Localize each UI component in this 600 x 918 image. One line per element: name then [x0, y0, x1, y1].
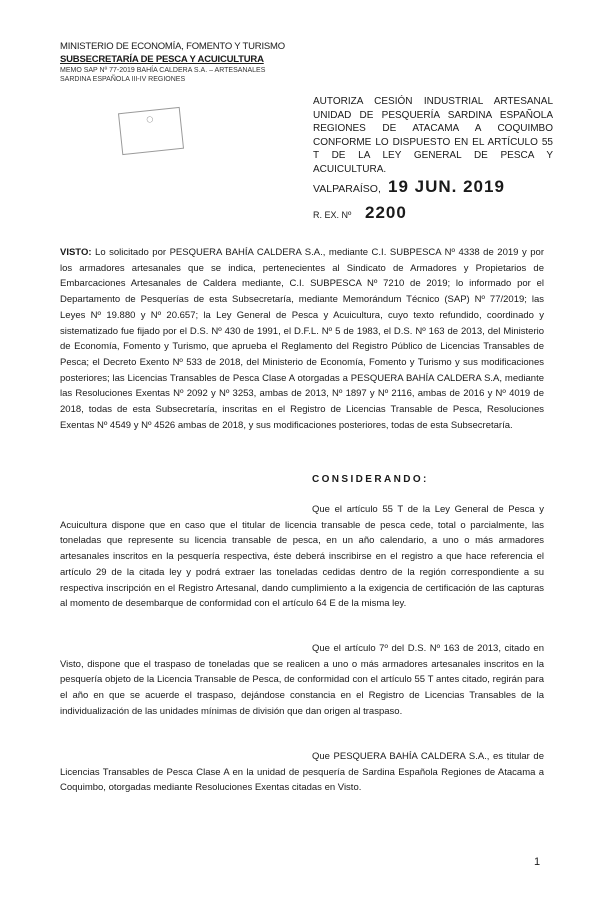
visto-label: VISTO:	[60, 247, 92, 258]
subsecretaria-name: SUBSECRETARÍA DE PESCA Y ACUICULTURA	[60, 54, 264, 65]
date-stamp: 19 JUN. 2019	[388, 177, 505, 196]
ministry-name: MINISTERIO DE ECONOMÍA, FOMENTO Y TURISMO	[60, 41, 285, 52]
resolution-number: 2200	[365, 203, 407, 222]
considerando-heading: CONSIDERANDO:	[312, 474, 429, 485]
considerando-paragraph-2: Que el artículo 7º del D.S. Nº 163 de 2013, citado en Visto, dispone que el traspaso de toneladas que se realicen a uno o más armadores artesanales inscritos en la pesquería objeto de la Licencia Transable de Pesca, de conformidad con el artículo 55 T antes citado, regirán para el año en que se acuerde el traspaso, dejándose constancia en el Registro de Licencias Transables de la individualización de las unidades mínimas de división que dan origen al traspaso.	[60, 643, 544, 717]
memo-reference-2: SARDINA ESPAÑOLA III-IV REGIONES	[60, 76, 186, 83]
resolution-subject: AUTORIZA CESIÓN INDUSTRIAL ARTESANAL UNIDAD DE PESQUERÍA SARDINA ESPAÑOLA REGIONES DE ATACAMA A COQUIMBO CONFORME LO DISPUESTO EN EL ARTÍCULO 55 T DE LA LEY GENERAL DE PESCA Y ACUICULTURA.	[313, 96, 553, 175]
office-stamp: ◯	[118, 107, 184, 155]
considerando-paragraph-3: Que PESQUERA BAHÍA CALDERA S.A., es titular de Licencias Transables de Pesca Clase A en la unidad de pesquería de Sardina Española Regiones de Atacama a Coquimbo, otorgadas mediante Resoluciones Exentas citadas en Visto.	[60, 751, 544, 794]
visto-paragraph	[60, 245, 544, 433]
page-number: 1	[534, 856, 541, 868]
letterhead	[60, 40, 300, 84]
resolution-label: R. EX. Nº	[313, 210, 352, 220]
considerando-paragraph-1: Que el artículo 55 T de la Ley General de Pesca y Acuicultura dispone que en caso que el titular de licencia transable de pesca cede, total o parcialmente, las toneladas que represente su licencia transable de pesca, en un año calendario, a uno o más armadores artesanales inscritos en la pesquería respectiva, éste deberá inscribirse en el registro a que hace referencia el artículo 29 de la citada ley y podrá extraer las toneladas cedidas dentro de la región correspondiente a su respectiva inscripción en el Registro Artesanal, dando cumplimiento a la exigencia de certificación de las capturas al momento de desembarque de conformidad con el artículo 64 E de la misma ley.	[60, 504, 544, 610]
place-label: VALPARAÍSO,	[313, 183, 381, 195]
visto-text: Lo solicitado por PESQUERA BAHÍA CALDERA S.A., mediante C.I. SUBPESCA Nº 4338 de 2019 y por los armadores artesanales que se indica, pertenecientes al Sindicato de Armadores y Propietarios de Embarcaciones Artesanales de Caldera mediante, C.I. SUBPESCA Nº 7210 de 2019; lo informado por el Departamento de Pesquerías de esta Subsecretaría, mediante Memorándum Técnico (SAP) Nº 77/2019; las Leyes Nº 19.880 y Nº 20.657; la Ley General de Pesca y Acuicultura, cuyo texto refundido, coordinado y sistematizado fue fijado por el D.S. Nº 430 de 1991, el D.F.L. Nº 5 de 1983, el D.S. Nº 163 de 2013, del Ministerio de Economía, Fomento y Turismo, que aprueba el Reglamento del Registro Público de Licencias Transables de Pesca; el Decreto Exento Nº 533 de 2018, del Ministerio de Economía, Fomento y Turismo y sus modificaciones posteriores; las Licencias Transables de Pesca Clase A otorgadas a PESQUERA BAHÍA CALDERA S.A, mediante las Resoluciones Exentas Nº 2092 y Nº 3253, ambas de 2013, Nº 1897 y Nº 2116, ambas de 2016 y Nº 4019 de 2018, todas de esta Subsecretaría, inscritas en el Registro de Licencias Transable de Pesca, Resoluciones Exentas Nº 4549 y Nº 4526 ambas de 2018, y sus modificaciones posteriores, todas de esta Subsecretaría.	[60, 247, 544, 431]
memo-reference: MEMO SAP Nº 77-2019 BAHÍA CALDERA S.A. – ARTESANALES	[60, 67, 266, 74]
